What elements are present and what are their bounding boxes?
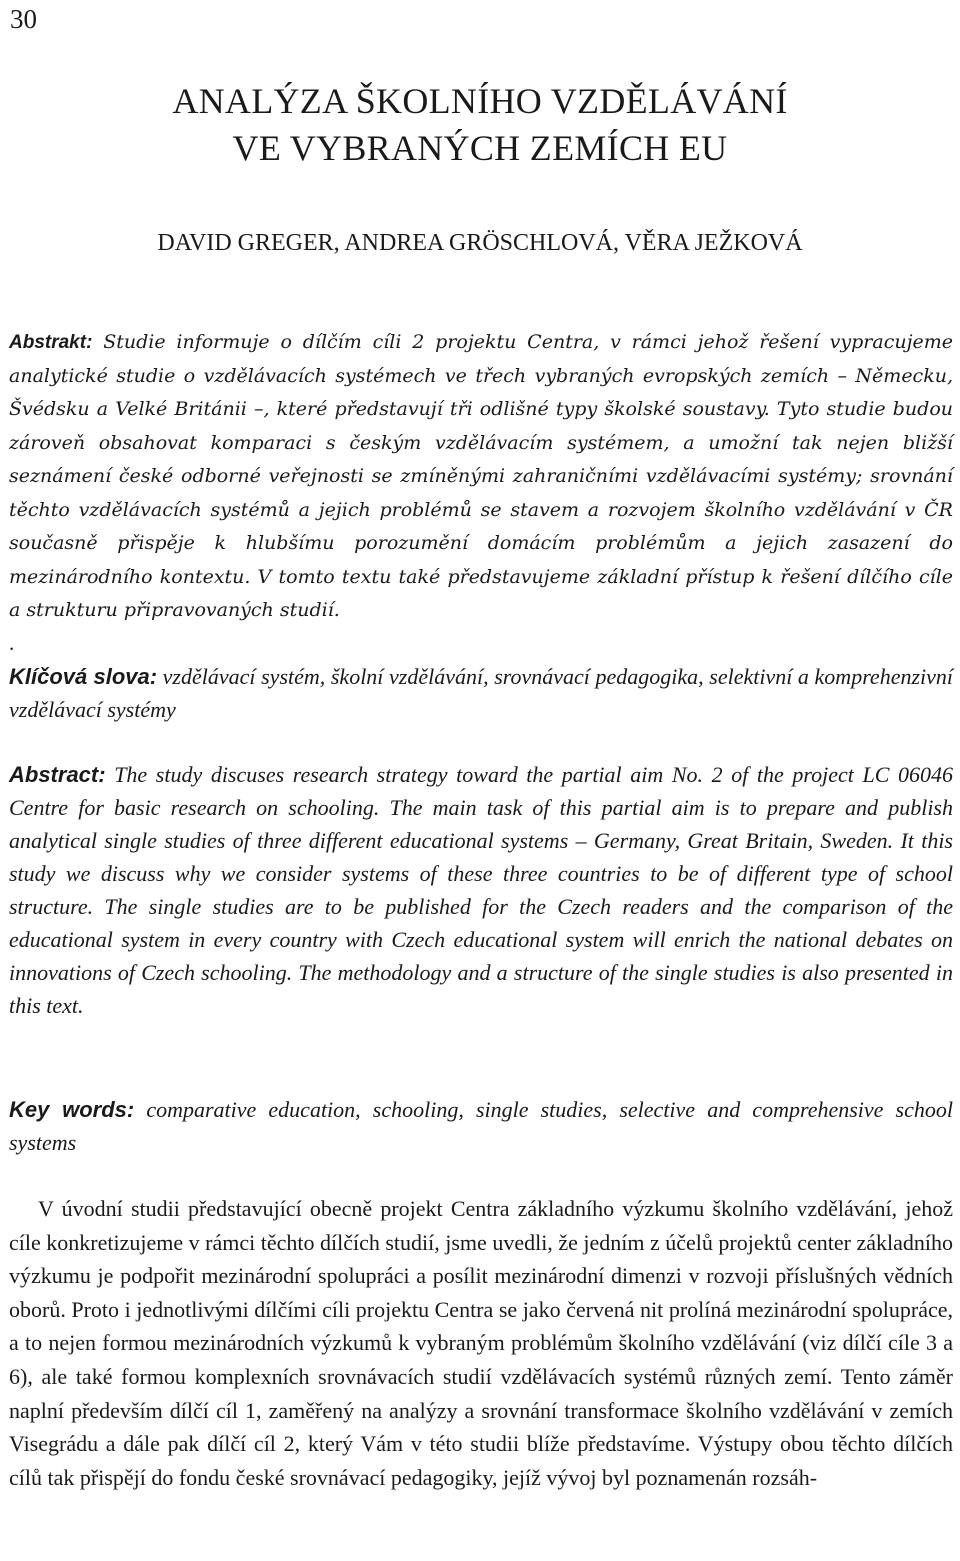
abstract-english	[9, 758, 953, 1022]
klicova-slova	[9, 660, 953, 726]
article-title	[0, 78, 960, 172]
separator-dot: .	[9, 631, 15, 655]
article-title-line-2: VE VYBRANÝCH ZEMÍCH EU	[232, 128, 728, 168]
body-paragraph: V úvodní studii představující obecně projekt Centra základního výzkumu školního vzdělávání, jehož cíle konkretizujeme v rámci těchto dílčích studií, jsme uvedli, že jedním z účelů projektů center základního výzkumu je podpořit mezinárodní spolupráci a posílit mezinárodní dimenzi v rozvoji příslušných vědních oborů. Proto i jednotlivými dílčími cíli projektu Centra se jako červená nit prolíná mezinárodní spolupráce, a to nejen formou mezinárodních výzkumů k vybraným problémům školního vzdělávání (viz dílčí cíle 3 a 6), ale také formou komplexních srovnávacích studií vzdělávacích systémů různých zemí. Tento záměr naplní především dílčí cíl 1, zaměřený na analýzy a srovnání transformace školního vzdělávání v zemích Visegrádu a dále pak dílčí cíl 2, který Vám v této studii blíže představíme. Výstupy obou těchto dílčích cílů tak přispějí do fondu české srovnávací pedagogiky, jejíž vývoj byl poznamenán rozsáh-	[9, 1196, 953, 1490]
abstract-label: Abstract:	[9, 762, 106, 787]
page-number: 30	[10, 4, 37, 34]
abstrakt-text: Studie informuje o dílčím cíli 2 projektu Centra, v rámci jehož řešení vypracujeme analytické studie o vzdělávacích systémech ve třech vybraných evropských zemích – Německu, Švédsku a Velké Británii –, které představují tři odlišné typy školské soustavy. Tyto studie budou zároveň obsahovat komparaci s českým vzdělávacím systémem, a umožní tak nejen bližší seznámení české odborné veřejnosti se zmíněnými zahraničními vzdělávacími systémy; srovnání těchto vzdělávacích systémů a jejich problémů se stavem a rozvojem školního vzdělávání v ČR současně přispěje k hlubšímu porozumění domácím problémům a jejich zasazení do mezinárodního kontextu. V tomto textu také představujeme základní přístup k řešení dílčího cíle a strukturu připravovaných studií.	[9, 331, 953, 621]
klicova-slova-label: Klíčová slova:	[9, 664, 158, 689]
klicova-slova-text: vzdělávací systém, školní vzdělávání, srovnávací pedagogika, selektivní a komprehenzivní vzdělávací systémy	[9, 664, 954, 722]
article-title-line-1: ANALÝZA ŠKOLNÍHO VZDĚLÁVÁNÍ	[172, 81, 788, 121]
key-words-text: comparative education, schooling, single studies, selective and comprehensive school systems	[9, 1097, 953, 1155]
key-words	[9, 1093, 953, 1159]
key-words-label: Key words:	[9, 1097, 135, 1122]
abstrakt-label: Abstrakt:	[9, 332, 93, 353]
abstract-text: The study discuses research strategy toward the partial aim No. 2 of the project LC 06046 Centre for basic research on schooling. The main task of this partial aim is to prepare and publish analytical single studies of three different educational systems – Germany, Great Britain, Sweden. It this study we discuss why we consider systems of these three countries to be of different type of school structure. The single studies are to be published for the Czech readers and the comparison of the educational system in every country with Czech educational system will enrich the national debates on innovations of Czech schooling. The methodology and a structure of the single studies is also presented in this text.	[9, 762, 954, 1018]
authors: DAVID GREGER, ANDREA GRÖSCHLOVÁ, VĚRA JEŽKOVÁ	[157, 230, 803, 256]
abstrakt-czech	[9, 326, 953, 628]
